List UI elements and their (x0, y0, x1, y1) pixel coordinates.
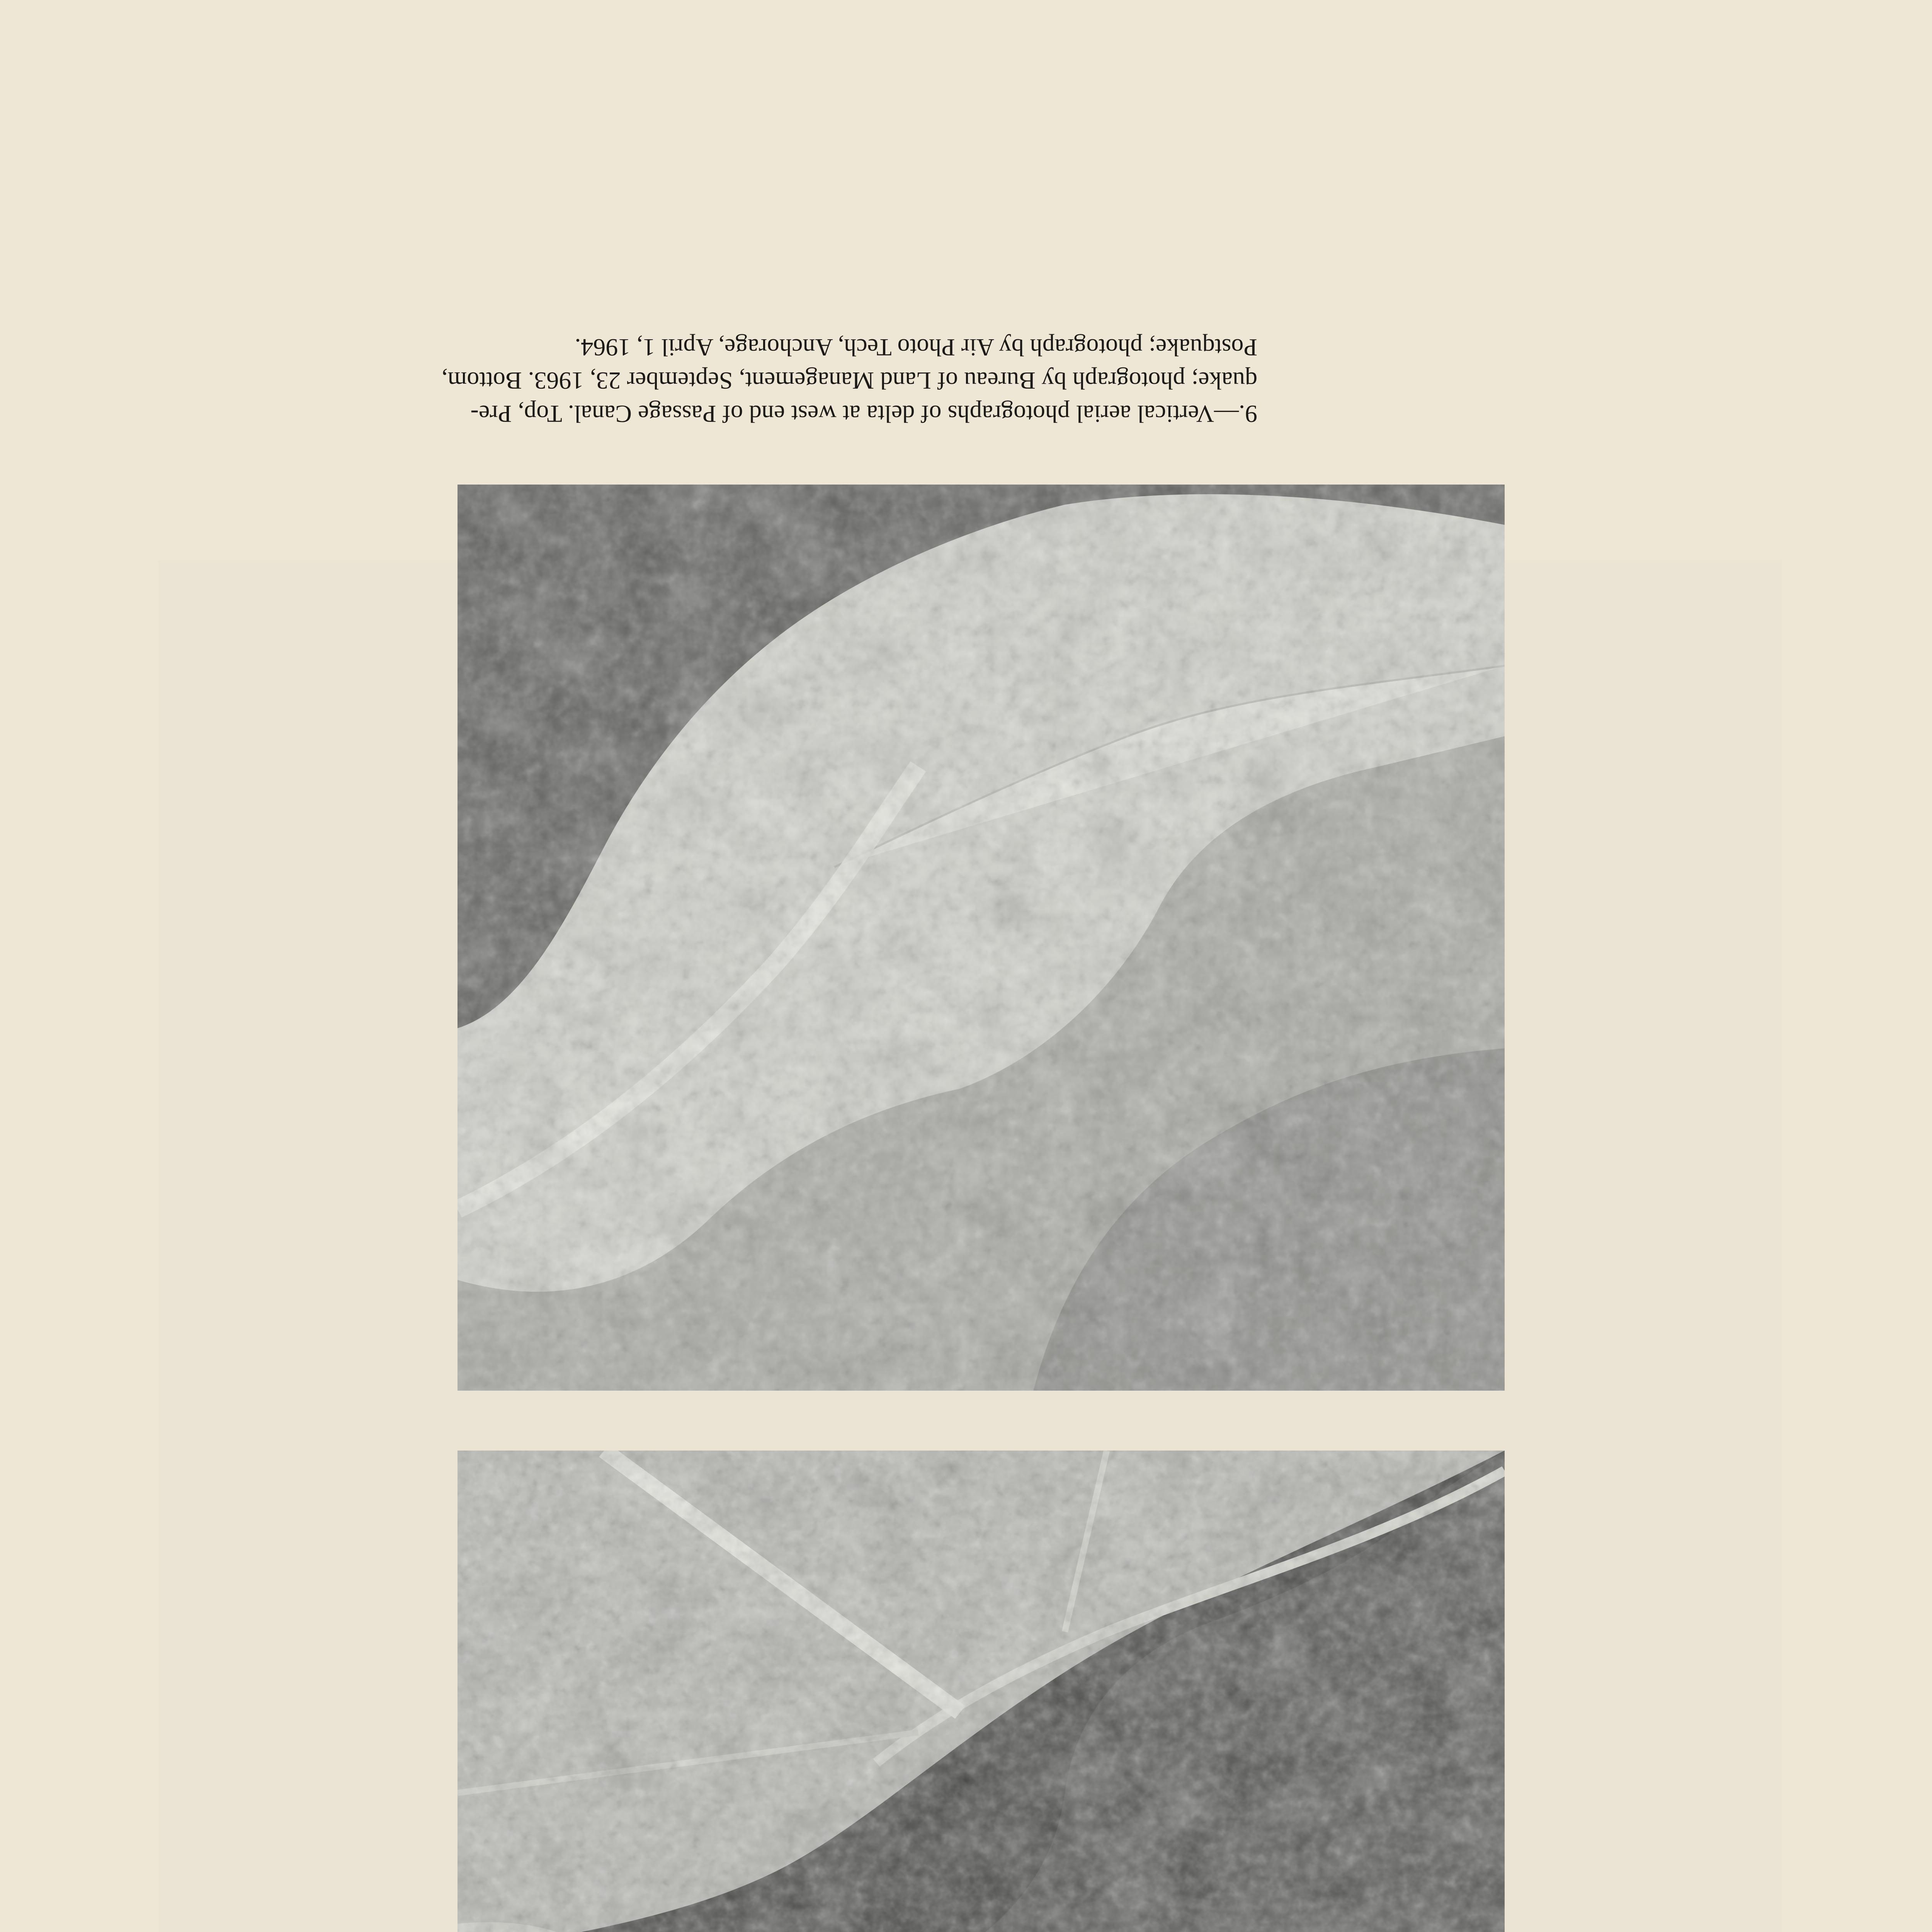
caption-line: 9.—Vertical aerial photographs of delta at west end of Passage Canal. Top, Pre- (470, 400, 1257, 428)
caption-line: quake; photograph by Bureau of Land Management, September 23, 1963. Bottom, (441, 367, 1257, 395)
prequake-aerial-photo (457, 1451, 1505, 1932)
caption-line: Postquake; photograph by Air Photo Tech, Anchorage, April 1, 1964. (575, 334, 1257, 361)
figure-caption (214, 331, 1257, 430)
postquake-aerial-photo (457, 485, 1505, 1391)
